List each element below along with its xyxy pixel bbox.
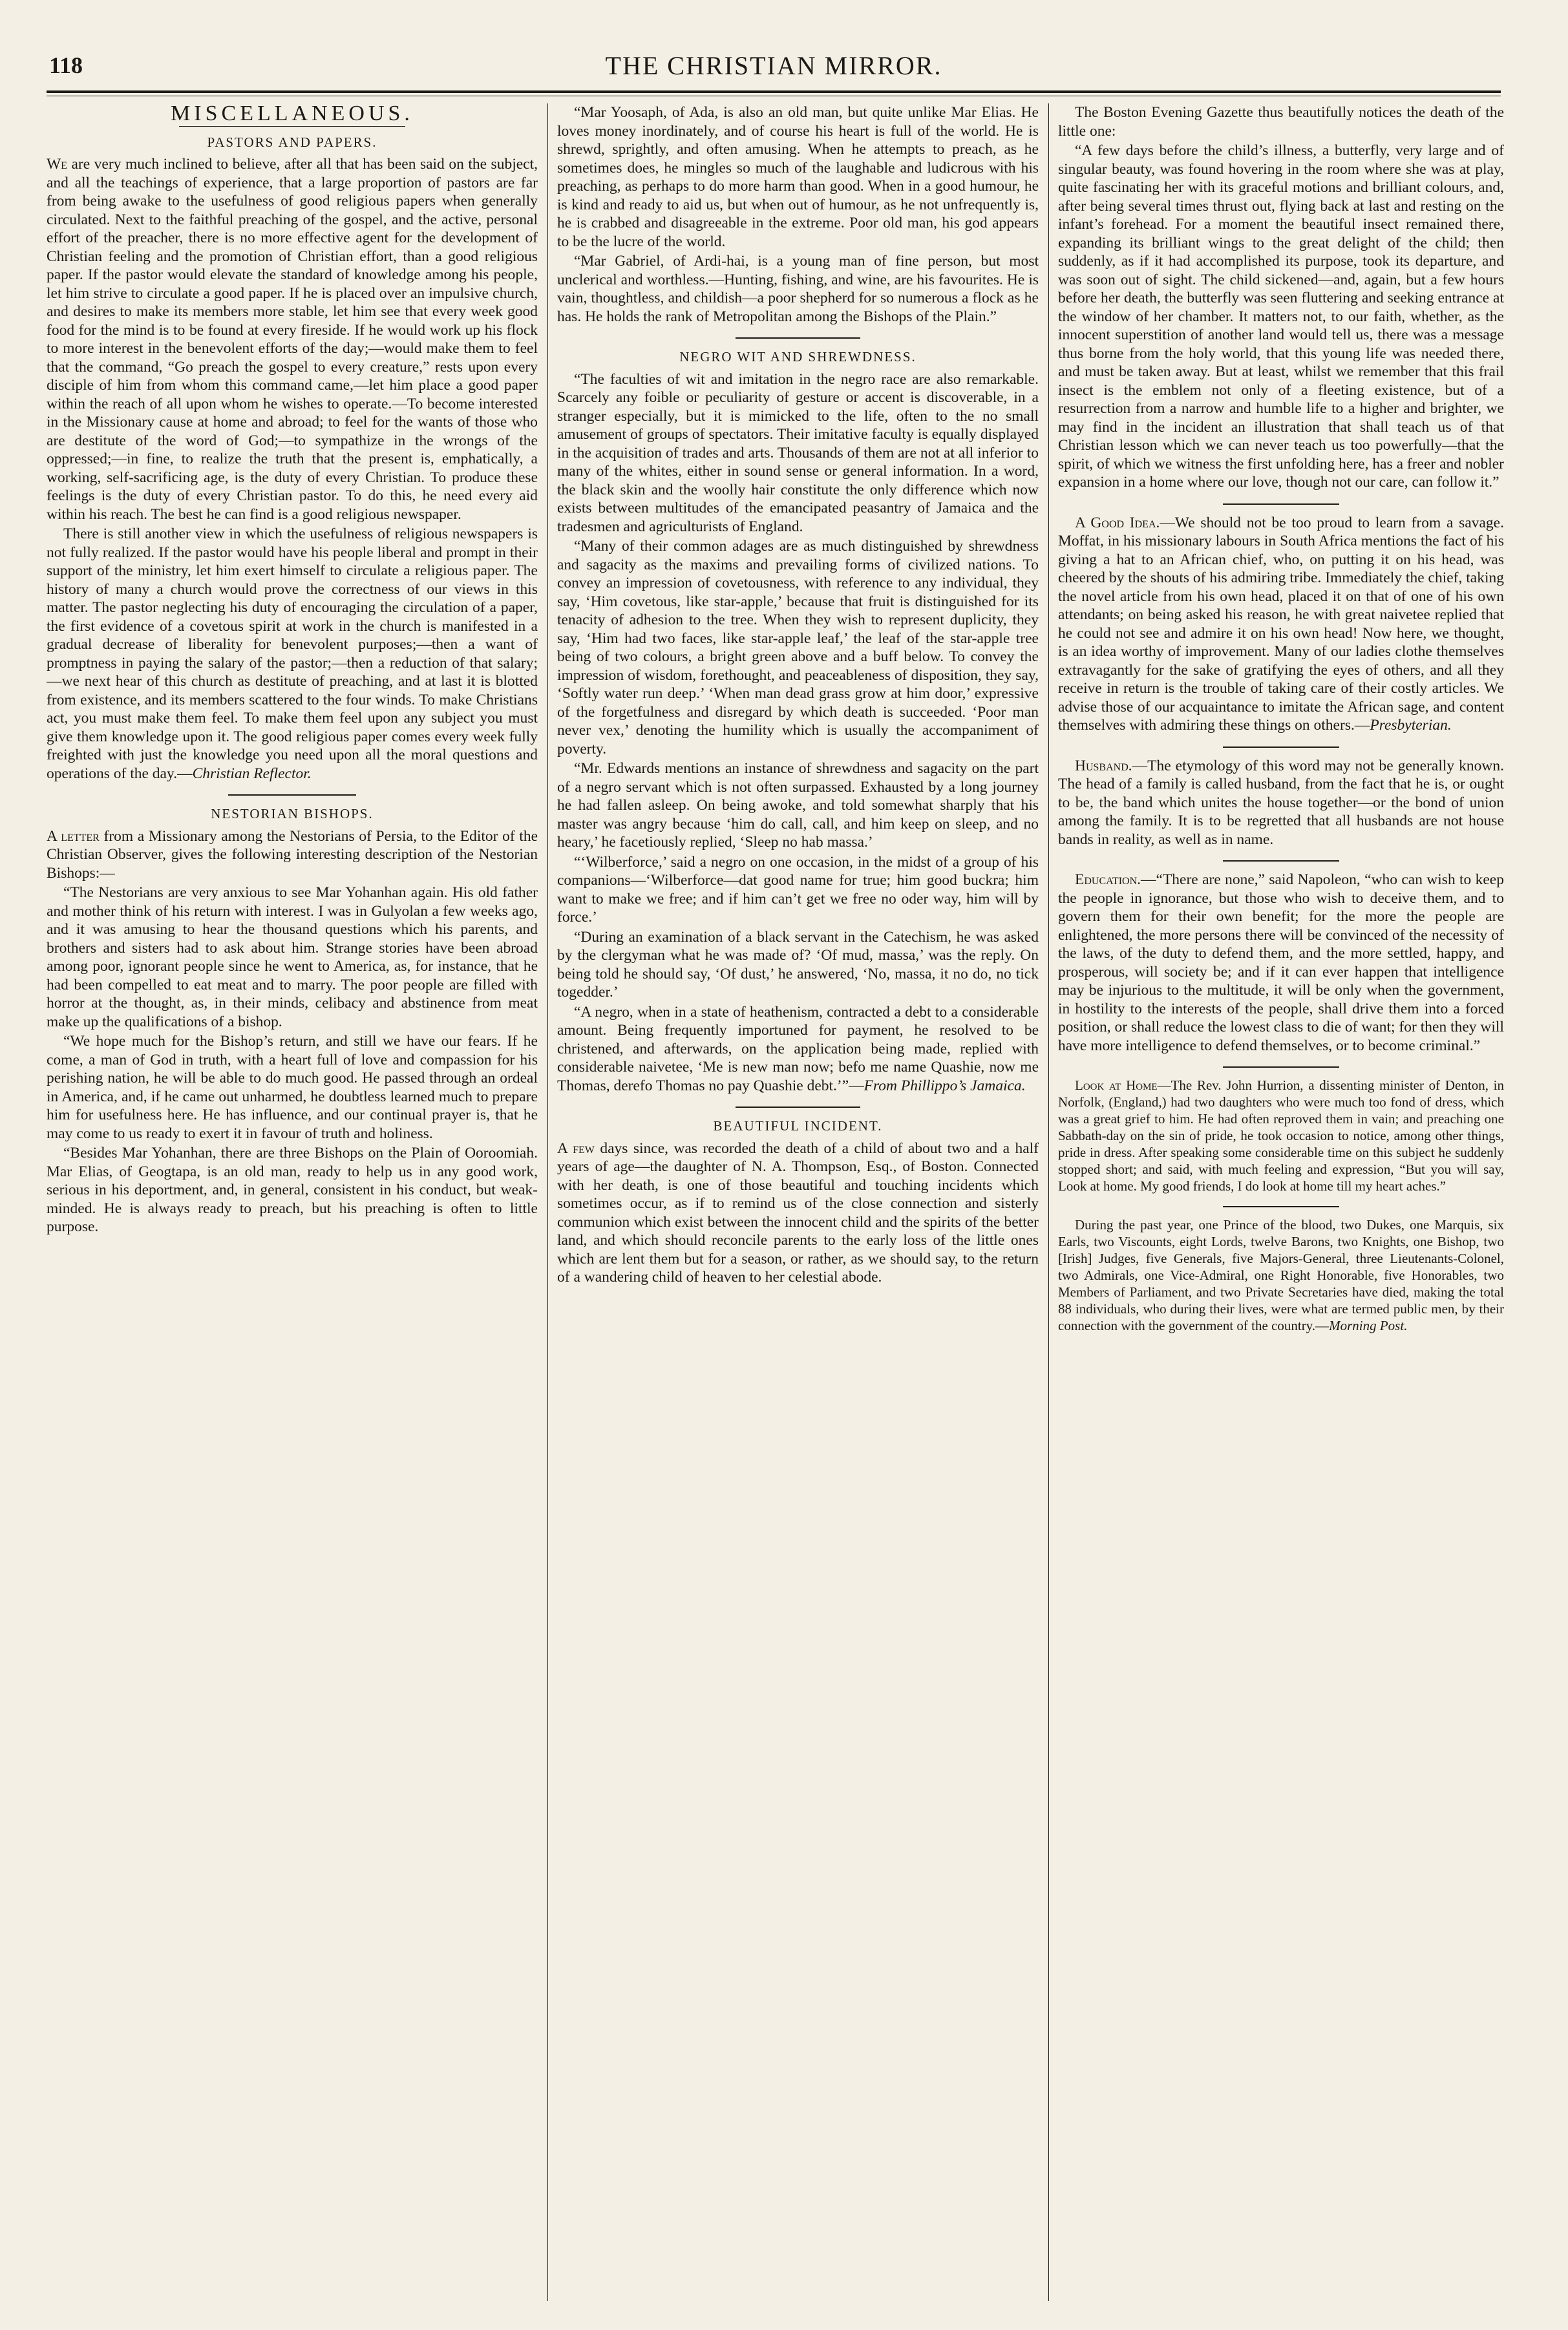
item-husband: Husband.—The etymology of this word may not be generally known. The head of a family is called husband, from the fact that he is, or ought to be, the band which unites the house together—or the bond of union among the family. It is to be regretted that all husbands are not house bands in reality, as well as in name. xyxy=(1058,757,1504,848)
article-paragraph: There is still another view in which the usefulness of religious newspapers is not fully realized. If the pastor would have his people liberal and prompt in their support of the ministry, let him exert himself to circulate a religious paper. The history of many a church would prove the correctness of our views in this matter. The pastor neglecting his duty of encouraging the circulation of a paper, the first evidence of a covetous spirit at work in the church is manifested in a gradual decrease of liberality for benevolent purposes;—then a want of promptness in paying the salary of the pastor;—then a reduction of that salary;—we next hear of this church as destitute of preaching, and at last it is blotted from existence, and its members scattered to the four winds. To make Christians act, you must make them feel. To make them feel upon any subject you must give them knowledge upon it. The good religious paper comes every week fully freighted with just the knowledge you need upon all the moral questions and operations of the day.—Christian Reflector. xyxy=(47,525,538,782)
article-source: Presbyterian. xyxy=(1370,717,1452,734)
article-divider xyxy=(736,1107,861,1108)
article-paragraph: “A negro, when in a state of heathenism, contracted a debt to a considerable amount. Being frequently importuned for payment, he resolved to be christened, and afterwards, on the application being made, replied with considerable naivetee, ‘Me is new man now; befo me name Quashie, now me Thomas, derefo Thomas no pay Quashie debt.’”—From Phillippo’s Jamaica. xyxy=(557,1003,1039,1094)
column-divider xyxy=(1048,103,1049,2301)
article-paragraph: “The faculties of wit and imitation in the negro race are also remarkable. Scarcely any foible or peculiarity of gesture or accent is discoverable, in a stranger especially, but it is mimicked to the life, often to the no small amusement of groups of spectators. Their imitative faculty is equally displayed in the acquisition of trades and arts. Thousands of them are not at all inferior to many of the whites, either in sound sense or general information. In a word, the black skin and the woolly hair constitute the only difference which now exists between multitudes of the emancipated peasantry of Jamaica and the tradesmen and agriculturists of England. xyxy=(557,370,1039,535)
article-negro-wit xyxy=(557,348,1039,1095)
article-nestorian-continued xyxy=(557,103,1039,326)
article-paragraph: “Mar Yoosaph, of Ada, is also an old man, but quite unlike Mar Elias. He loves money inordinately, and of course his heart is full of the world. He is shrewd, sprightly, and often amusing. When he attempts to preach, as he sometimes does, he mingles so much of the laughable and ludicrous with his preaching, as perhaps to do more harm than good. When in a good humour, he is kind and ready to aid us, but when out of humour, as he not unfrequently is, he is crabbed and disagreeable in the extreme. Poor old man, his god appears to be the lucre of the world. xyxy=(557,104,1039,250)
item-education: Education.—“There are none,” said Napoleon, “who can wish to keep the people in ignorance, but those who wish to deceive them, and to govern them for their own benefit; for the more the people are enlightened, the more persons there will be convinced of the necessity of the laws, of the duty to defend them, and the more settled, happy, and prosperous, will society be; and if it can ever happen that intelligence may be injurious to the multitude, it will be only when the government, in hostility to the interests of the people, shall drive them into a forced position, or shall reduce the lowest class to die of want; for then they will have more intelligence to defend themselves, or to become criminal.” xyxy=(1058,871,1504,1054)
article-divider xyxy=(1223,860,1339,862)
article-paragraph: The Boston Evening Gazette thus beautifully notices the death of the little one: xyxy=(1058,104,1504,140)
item-peerage-deaths: During the past year, one Prince of the blood, two Dukes, one Marquis, six Earls, two Viscounts, eight Lords, twelve Barons, two Knights, one Bishop, two [Irish] Judges, five Generals, five Majors-General, three Lieutenants-Colonel, two Admirals, one Vice-Admiral, one Right Honorable, five Honorables, two Members of Parliament, and two Private Secretaries have died, making the total 88 individuals, who during their lives, were what are termed public men, by their connection with the government of the country.—Morning Post. xyxy=(1058,1217,1504,1333)
article-paragraph: “Besides Mar Yohanhan, there are three Bishops on the Plain of Ooroomiah. Mar Elias, of Geogtapa, is an old man, ready to help us in any good work, serious in his deportment, and, in general, consistent in his conduct, but weak-minded. He is always ready to preach, but his preaching is often to little purpose. xyxy=(47,1145,538,1235)
page-number: 118 xyxy=(49,52,83,78)
article-paragraph: “The Nestorians are very anxious to see Mar Yohanhan again. His old father and mother think of his return with interest. I was in Gulyolan a few weeks ago, and it was amusing to hear the thousand questions which his parents, and brothers and sisters had to ask about him. Strange stories have been abroad among poor, ignorant people since he went to America, as, for instance, that he had been compelled to eat meat and to marry. The poor people are filled with horror at the thought, as, in their minds, celibacy and abstinence from meat make up the qualifications of a bishop. xyxy=(47,884,538,1030)
article-divider xyxy=(1223,1066,1339,1068)
article-paragraph: “A few days before the child’s illness, a butterfly, very large and of singular beauty, was found hovering in the room where she was at play, quite fascinating her with its graceful motions and brilliant colours, and, after being several times thrust out, flying back at last and resting on the infant’s forehead. For a moment the beautiful insect remained there, expanding its brilliant wings to the great delight of the child; then suddenly, as if it had accomplished its purpose, took its departure, and was soon out of sight. The child sickened—and, again, but a few hours before her death, the butterfly was seen fluttering and seeking entrance at the window of her chamber. It matters not, to our faith, whether, as the innocent superstition of another land would tell us, there was a message thus borne from the holy world, that this young life was needed there, and must be taken away. But at least, whilst we remember that this frail insect is the emblem not only of a fleeting existence, but of a resurrection from a narrow and humble life to a higher and brighter, we may find in the incident an illustration that shall teach us of that Christian lesson which we can never teach us too powerfully—that the spirit, of which we witness the first unfolding here, has a freer and nobler expansion in a home where our love, though not our care, can follow it.” xyxy=(1058,142,1504,491)
article-divider xyxy=(1223,747,1339,748)
article-divider xyxy=(228,794,356,796)
article-source: Christian Reflector. xyxy=(192,765,312,782)
article-pastors-and-papers xyxy=(47,133,538,783)
article-paragraph: “During an examination of a black servant in the Catechism, he was asked by the clergyman what he was made of? ‘Of mud, massa,’ was the reply. On being told he should say, ‘Of dust,’ he answered, ‘No, massa, it no do, no tick togedder.’ xyxy=(557,928,1039,1001)
article-title: NESTORIAN BISHOPS. xyxy=(211,806,374,821)
article-beautiful-continued xyxy=(1058,103,1504,492)
heading-rule xyxy=(179,126,405,127)
article-paragraph: “Many of their common adages are as much distinguished by shrewdness and sagacity as the maxims and prevailing forms of civilized nations. To convey an impression of covetousness, with reference to any individual, they say, ‘Him covetous, like star-apple,’ because that fruit is distinguished for its tenacity of adhesion to the tree. When they wish to represent duplicity, they say, ‘Him had two faces, like star-apple leaf,’ the leaf of the star-apple tree being of two colours, a bright green above and a buff below. To convey the impression of wisdom, forethought, and peaceableness of disposition, they say, ‘Softly water run deep.’ ‘When man dead grass grow at him door,’ expressive of the forgetfulness and disregard by which death is succeeded. ‘Poor man never vex,’ denoting the humility which is usually the accompaniment of poverty. xyxy=(557,538,1039,757)
article-source: From Phillippo’s Jamaica. xyxy=(863,1077,1026,1094)
section-heading: MISCELLANEOUS. xyxy=(171,103,414,125)
article-title: NEGRO WIT AND SHREWDNESS. xyxy=(679,349,916,365)
article-paragraph: A few days since, was recorded the death of a child of about two and a half years of age—the daughter of N. A. Thompson, Esq., of Boston. Connected with her death, is one of those beautiful and touching incidents which sometimes occur, as if to remind us of the close connection and sisterly communion which exist between the innocent child and the spirits of the better land, and which should reconcile parents to the early loss of the little ones which are lent them but for a season, or rather, as we should say, to the return of a wandering child of heaven to her celestial abode. xyxy=(557,1139,1039,1286)
article-paragraph: “‘Wilberforce,’ said a negro on one occasion, in the midst of a group of his companions—‘Wilberforce—dat good name for true; him good buckra; him want to make we free; and if him can’t get we free no oder way, him will by force.’ xyxy=(557,853,1039,926)
article-divider xyxy=(1223,1206,1339,1207)
article-divider xyxy=(1223,503,1339,505)
column-2 xyxy=(557,103,1039,2301)
column-divider xyxy=(547,103,548,2301)
header-rule xyxy=(47,90,1501,93)
column-1 xyxy=(47,103,538,2301)
article-paragraph: “We hope much for the Bishop’s return, and still we have our fears. If he come, a man of God in truth, with a heart full of love and compassion for his perishing nation, he will be able to do much good. He passed through an ordeal in America, and, if he came out unharmed, he doubtless learned much to prepare him for usefulness here. He has influence, and our continual prayer is, that he may come to us ready to exert it in favour of truth and holiness. xyxy=(47,1033,538,1142)
article-divider xyxy=(736,337,861,339)
article-intro: A letter from a Missionary among the Nestorians of Persia, to the Editor of the Christian Observer, gives the following interesting description of the Nestorian Bishops:— xyxy=(47,827,538,882)
article-title: PASTORS AND PAPERS. xyxy=(207,134,377,150)
item-look-at-home: Look at Home—The Rev. John Hurrion, a dissenting minister of Denton, in Norfolk, (England,) had two daughters who were much too fond of dress, which was a great grief to him. He had often reproved them in vain; and preaching one Sabbath-day on the sin of pride, he took occasion to notice, among other things, pride in dress. After speaking some considerable time on this subject he suddenly stopped short; and said, with much feeling and expression, “But you will say, Look at home. My good friends, I do look at home till my heart aches.” xyxy=(1058,1077,1504,1194)
article-paragraph: We are very much inclined to believe, after all that has been said on the subject, and all the teachings of experience, that a large proportion of pastors are far from being awake to the usefulness of good religious papers when generally circulated. Next to the faithful preaching of the gospel, and the active, personal effort of the preacher, there is no more effective agent for the development of Christian feeling and the promotion of Christian effort, than a good religious paper. If the pastor would elevate the standard of knowledge among his people, let him strive to circulate a good paper. If he is placed over an impulsive church, and desires to make its members more stable, let him see that every week good food for the mind is to be found at every fireside. If he would work up his flock to more interest in the benevolent efforts of the day;—would make them to feel that the command, “Go preach the gospel to every creature,” rests upon every disciple of him from whom this command came,—let him place a good paper within the reach of all upon whom he wishes to operate.—To become interested in the Missionary cause at home and abroad; to feel for the wants of those who are destitute of the word of God;—to sympathize in the wrongs of the oppressed;—in fine, to realize the truth that the present is, emphatically, a working, self-sacrificing age, is the duty of every Christian. To produce these feelings is the duty of every Christian pastor. To do this, he need every aid within his reach. The best he can find is a good religious newspaper. xyxy=(47,156,538,523)
article-title: BEAUTIFUL INCIDENT. xyxy=(713,1118,883,1134)
article-source: Morning Post. xyxy=(1329,1318,1408,1333)
article-paragraph: “Mr. Edwards mentions an instance of shrewdness and sagacity on the part of a negro servant which is not often surpassed. Exhausted by a long journey he had fallen asleep. On being awoke, and told somewhat sharply that his master was angry because ‘him do call, call, and him keep on sleep, and no heary,’ he facetiously replied, ‘Sleep no hab massa.’ xyxy=(557,760,1039,851)
item-good-idea: A Good Idea.—We should not be too proud to learn from a savage. Moffat, in his missionary labours in South Africa mentions the fact of his giving a hat to an African chief, who, on putting it on his head, was cheered by the shouts of his admiring tribe. Immediately the chief, taking the novel article from his own head, placed it on that of one of his own attendants; on being asked his reason, he with great naivetee replied that he could not see and admire it on his own head! Now here, we thought, is an idea worthy of improvement. Many of our ladies clothe themselves extravagantly for the sake of gratifying the eyes of others, and all they receive in return is the trouble of taking care of their costly articles. We advise those of our acquaintance to imitate the African sage, and content themselves with admiring these things on others.—Presbyterian. xyxy=(1058,514,1504,734)
article-paragraph: “Mar Gabriel, of Ardi-hai, is a young man of fine person, but most unclerical and worthless.—Hunting, fishing, and wine, are his favourites. He is vain, thoughtless, and childish—a poor shepherd for so numerous a flock as he has. He holds the rank of Metropolitan among the Bishops of the Plain.” xyxy=(557,253,1039,325)
column-3 xyxy=(1058,103,1504,2301)
article-beautiful-incident xyxy=(557,1117,1039,1287)
article-nestorian-bishops xyxy=(47,805,538,1236)
page-header xyxy=(47,44,1501,96)
running-title: THE CHRISTIAN MIRROR. xyxy=(605,51,942,80)
